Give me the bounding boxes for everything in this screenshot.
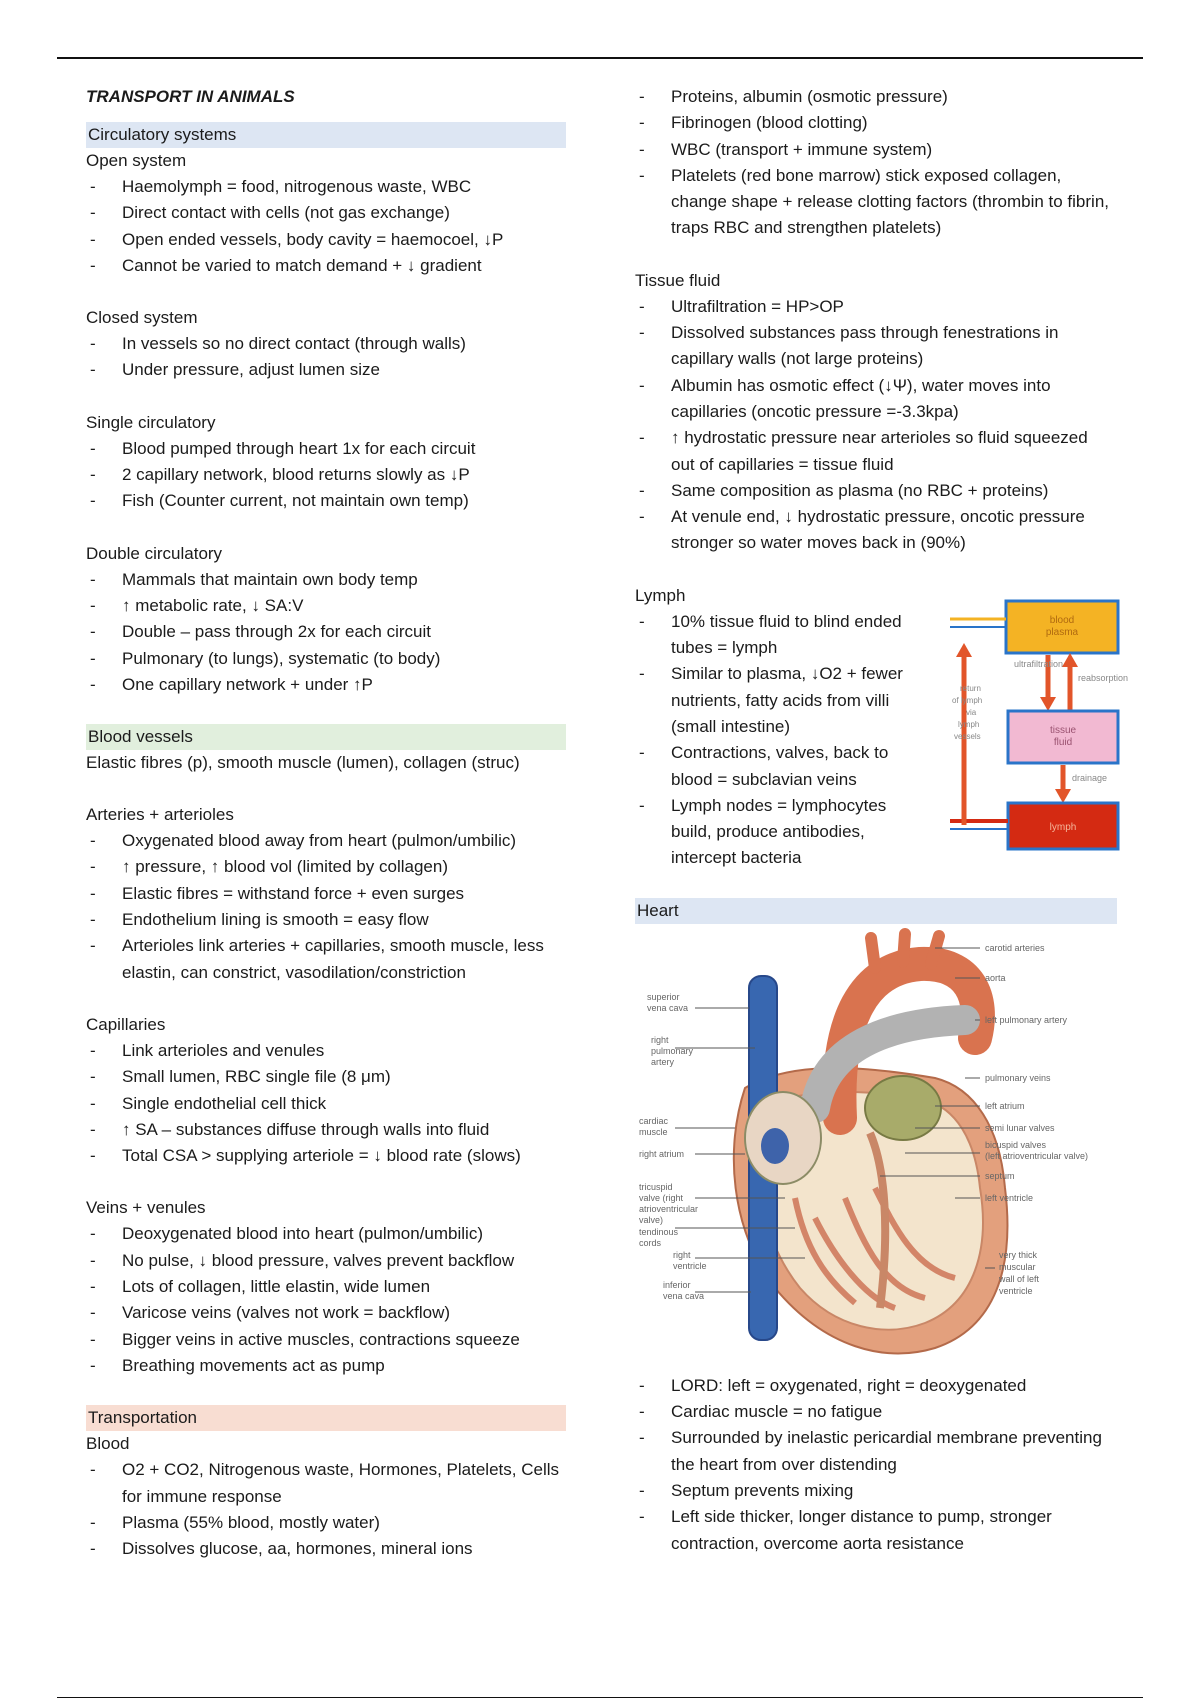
label-tricuspid-valve: tricuspid	[639, 1181, 673, 1192]
list-item: - Breathing movements act as pump	[86, 1353, 566, 1379]
label-tendinous-cords: tendinous	[639, 1226, 679, 1237]
closed-system-list	[86, 331, 566, 384]
list-item: - One capillary network + under ↑P	[86, 672, 566, 698]
label-carotid-arteries: carotid arteries	[985, 942, 1045, 953]
list-item: - Arterioles link arteries + capillaries, smooth muscle, less elastin, can constrict, vasodilation/constriction	[86, 933, 566, 986]
subheading-tissue-fluid: Tissue fluid	[635, 270, 721, 290]
section-heading-blood-vessels: Blood vessels	[86, 724, 566, 750]
list-item: - Oxygenated blood away from heart (pulmon/umbilic)	[86, 828, 566, 854]
list-item: - LORD: left = oxygenated, right = deoxygenated	[635, 1373, 1115, 1399]
left-atrium	[865, 1076, 941, 1140]
list-item: - Lymph nodes = lymphocytes build, produce antibodies, intercept bacteria	[635, 793, 920, 872]
label-semilunar-valves: semi lunar valves	[985, 1122, 1055, 1133]
label-tricuspid-valve: valve)	[639, 1214, 664, 1225]
label-right-pulmonary-artery: pulmonary	[651, 1045, 694, 1056]
label-right-pulmonary-artery: right	[651, 1034, 669, 1045]
label-left-ventricle: left ventricle	[985, 1192, 1034, 1203]
list-item: - Mammals that maintain own body temp	[86, 567, 566, 593]
tissue-fluid-list	[635, 294, 1115, 557]
open-system-list	[86, 174, 566, 279]
list-item: - ↑ pressure, ↑ blood vol (limited by collagen)	[86, 854, 566, 880]
section-heading-circulatory: Circulatory systems	[86, 122, 566, 148]
label-ventricle-wall: muscular	[999, 1261, 1036, 1272]
tissue-fluid-label: fluid	[1053, 736, 1073, 748]
label-right-atrium: right atrium	[639, 1148, 685, 1159]
label-tricuspid-valve: atrioventricular	[639, 1203, 699, 1214]
reabsorption-label: reabsorption	[1078, 672, 1129, 683]
subheading-capillaries: Capillaries	[86, 1014, 166, 1034]
list-item: - Link arterioles and venules	[86, 1038, 566, 1064]
lymph-list	[635, 609, 920, 872]
label-left-pulmonary-artery: left pulmonary artery	[985, 1014, 1068, 1025]
list-item: - Dissolved substances pass through fenestrations in capillary walls (not large proteins)	[635, 320, 1115, 373]
list-item: - 2 capillary network, blood returns slowly as ↓P	[86, 462, 566, 488]
list-item: - ↑ SA – substances diffuse through walls into fluid	[86, 1117, 566, 1143]
return-label: lymph	[958, 719, 980, 729]
subheading-closed-system: Closed system	[86, 308, 198, 328]
label-right-ventricle: right	[673, 1249, 691, 1260]
list-item: - Total CSA > supplying arteriole = ↓ blood rate (slows)	[86, 1143, 566, 1169]
section-heading-transportation: Transportation	[86, 1405, 566, 1431]
list-item: - Open ended vessels, body cavity = haemocoel, ↓P	[86, 227, 566, 253]
blood-continued-list	[635, 84, 1115, 242]
return-label: return	[960, 683, 981, 693]
veins-list	[86, 1221, 566, 1379]
list-item: - 10% tissue fluid to blind ended tubes = lymph	[635, 609, 920, 662]
list-item: - WBC (transport + immune system)	[635, 137, 1115, 163]
list-item: - Varicose veins (valves not work = backflow)	[86, 1300, 566, 1326]
subheading-double-circulatory: Double circulatory	[86, 543, 223, 563]
label-cardiac-muscle: cardiac	[639, 1115, 669, 1126]
return-label: vessels	[954, 731, 981, 741]
list-item: - Pulmonary (to lungs), systematic (to body)	[86, 646, 566, 672]
list-item: - Haemolymph = food, nitrogenous waste, WBC	[86, 174, 566, 200]
list-item: - Single endothelial cell thick	[86, 1091, 566, 1117]
label-pulmonary-veins: pulmonary veins	[985, 1072, 1051, 1083]
list-item: - Cardiac muscle = no fatigue	[635, 1399, 1115, 1425]
list-item: - Ultrafiltration = HP>OP	[635, 294, 1115, 320]
label-septum: septum	[985, 1170, 1015, 1181]
lymph-formation-diagram	[950, 593, 1130, 855]
blood-vessels-intro: Elastic fibres (p), smooth muscle (lumen), collagen (struc)	[86, 753, 520, 773]
subheading-blood: Blood	[86, 1434, 130, 1454]
subheading-open-system: Open system	[86, 151, 187, 170]
list-item: - Fish (Counter current, not maintain own temp)	[86, 488, 566, 514]
blood-plasma-label: blood	[1049, 614, 1075, 626]
double-circulatory-list	[86, 567, 566, 698]
list-item: - Direct contact with cells (not gas exchange)	[86, 200, 566, 226]
top-rule	[57, 57, 1143, 59]
list-item: - Similar to plasma, ↓O2 + fewer nutrients, fatty acids from villi (small intestine)	[635, 661, 920, 740]
lymph-section	[635, 583, 1129, 872]
left-column	[86, 84, 566, 1562]
label-bicuspid-valves: bicuspid valves	[985, 1139, 1047, 1150]
list-item: - In vessels so no direct contact (through walls)	[86, 331, 566, 357]
subheading-single-circulatory: Single circulatory	[86, 412, 216, 432]
list-item: - Lots of collagen, little elastin, wide lumen	[86, 1274, 566, 1300]
list-item: - Septum prevents mixing	[635, 1478, 1115, 1504]
list-item: - Platelets (red bone marrow) stick exposed collagen, change shape + release clotting factors (thrombin to fibrin, traps RBC and strengthen platelets)	[635, 163, 1115, 242]
label-bicuspid-valves: (left atrioventricular valve)	[985, 1150, 1089, 1161]
list-item: - No pulse, ↓ blood pressure, valves prevent backflow	[86, 1248, 566, 1274]
list-item: - Cannot be varied to match demand + ↓ gradient	[86, 253, 566, 279]
label-superior-vena-cava: superior	[647, 991, 680, 1002]
section-heading-heart: Heart	[635, 898, 1117, 924]
return-label: of lymph	[952, 695, 983, 705]
heart-diagram	[635, 928, 1155, 1368]
label-aorta: aorta	[985, 972, 1006, 983]
list-item: - Bigger veins in active muscles, contractions squeeze	[86, 1327, 566, 1353]
label-tendinous-cords: cords	[639, 1237, 662, 1248]
list-item: - Contractions, valves, back to blood = subclavian veins	[635, 740, 920, 793]
tissue-fluid-label: tissue	[1049, 724, 1077, 736]
label-right-ventricle: ventricle	[673, 1260, 707, 1271]
list-item: - Small lumen, RBC single file (8 μm)	[86, 1064, 566, 1090]
list-item: - At venule end, ↓ hydrostatic pressure, oncotic pressure stronger so water moves back in (90%)	[635, 504, 1115, 557]
capillaries-list	[86, 1038, 566, 1169]
label-ventricle-wall: wall of left	[999, 1273, 1040, 1284]
blood-list	[86, 1457, 566, 1562]
label-superior-vena-cava: vena cava	[647, 1002, 689, 1013]
list-item: - ↑ hydrostatic pressure near arterioles so fluid squeezed out of capillaries = tissue fluid	[635, 425, 1115, 478]
label-tricuspid-valve: valve (right	[639, 1192, 684, 1203]
lymph-label: lymph	[1049, 821, 1077, 833]
ultrafiltration-label: ultrafiltration	[1014, 658, 1064, 669]
label-inferior-vena-cava: vena cava	[663, 1290, 705, 1301]
blood-plasma-label: plasma	[1045, 626, 1079, 638]
label-inferior-vena-cava: inferior	[663, 1279, 691, 1290]
list-item: - Fibrinogen (blood clotting)	[635, 110, 1115, 136]
list-item: - Proteins, albumin (osmotic pressure)	[635, 84, 1115, 110]
list-item: - ↑ metabolic rate, ↓ SA:V	[86, 593, 566, 619]
document-title: TRANSPORT IN ANIMALS	[86, 87, 295, 106]
label-right-pulmonary-artery: artery	[651, 1056, 675, 1067]
label-ventricle-wall: very thick	[999, 1249, 1038, 1260]
list-item: - Blood pumped through heart 1x for each circuit	[86, 436, 566, 462]
list-item: - Elastic fibres = withstand force + even surges	[86, 881, 566, 907]
list-item: - Dissolves glucose, aa, hormones, mineral ions	[86, 1536, 566, 1562]
list-item: - Left side thicker, longer distance to pump, stronger contraction, overcome aorta resistance	[635, 1504, 1115, 1557]
subheading-veins: Veins + venules	[86, 1198, 206, 1218]
arteries-list	[86, 828, 566, 986]
label-ventricle-wall: ventricle	[999, 1285, 1033, 1296]
list-item: - Endothelium lining is smooth = easy flow	[86, 907, 566, 933]
list-item: - Under pressure, adjust lumen size	[86, 357, 566, 383]
list-item: - Same composition as plasma (no RBC + proteins)	[635, 478, 1115, 504]
right-column	[635, 84, 1129, 1557]
subheading-arteries: Arteries + arterioles	[86, 805, 234, 825]
label-cardiac-muscle: muscle	[639, 1126, 668, 1137]
bottom-rule	[57, 1697, 1143, 1698]
drainage-label: drainage	[1072, 772, 1108, 783]
list-item: - Double – pass through 2x for each circuit	[86, 619, 566, 645]
list-item: - Surrounded by inelastic pericardial membrane preventing the heart from over distending	[635, 1425, 1115, 1478]
list-item: - Deoxygenated blood into heart (pulmon/umbilic)	[86, 1221, 566, 1247]
label-left-atrium: left atrium	[985, 1100, 1025, 1111]
return-label: via	[966, 707, 977, 717]
single-circulatory-list	[86, 436, 566, 515]
list-item: - Plasma (55% blood, mostly water)	[86, 1510, 566, 1536]
list-item: - Albumin has osmotic effect (↓Ψ), water moves into capillaries (oncotic pressure =-3.3kpa)	[635, 373, 1115, 426]
list-item: - O2 + CO2, Nitrogenous waste, Hormones, Platelets, Cells for immune response	[86, 1457, 566, 1510]
subheading-lymph: Lymph	[635, 585, 686, 605]
heart-list	[635, 1373, 1115, 1557]
